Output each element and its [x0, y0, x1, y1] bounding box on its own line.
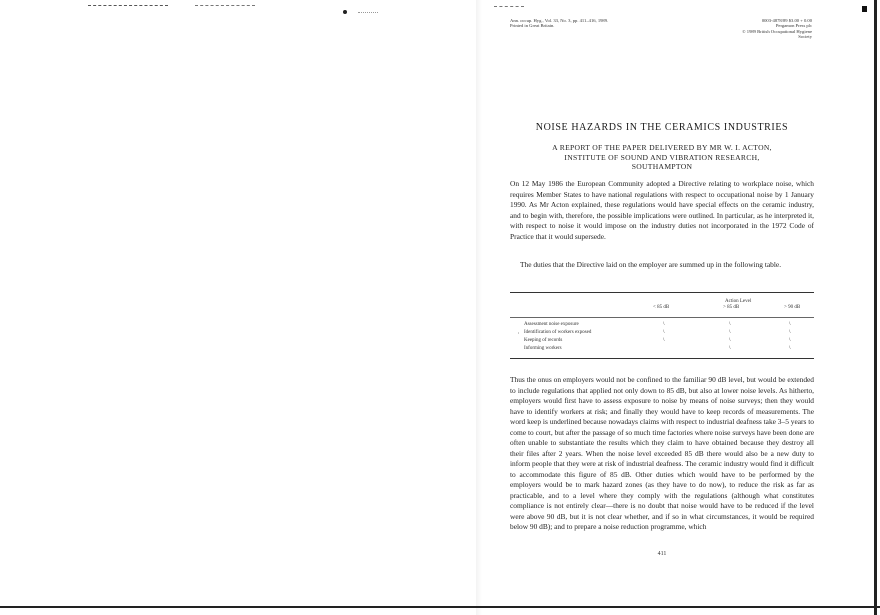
subtitle-line: SOUTHAMPTON: [631, 162, 693, 172]
tick-mark: \: [789, 345, 791, 351]
paragraph-intro: On 12 May 1986 the European Community adopted a Directive relating to workplace noise, which requires Member States to have national regulations with respect to occupational noise by 1 January 1990. As Mr Acton explained, these regulations would have special effects on the ceramic industry, and to begin with, therefore, the possible implications were outlined. In particular, as he interpreted it, with respect to noise it would impose on the industry duties not incorporated in the 1972 Code of Practice that it would supersede.: [510, 179, 814, 241]
tick-mark: \: [729, 337, 731, 343]
page-gutter: [476, 0, 482, 615]
tick-mark: \: [663, 337, 665, 343]
table-row: [510, 338, 814, 345]
table-row: [510, 346, 814, 353]
table-body: [510, 318, 814, 358]
row-label: Assessment noise exposure: [524, 322, 579, 327]
column-group-header: Action Level: [725, 299, 752, 304]
subtitle-line: A REPORT OF THE PAPER DELIVERED BY MR W. I. ACTON,: [552, 143, 772, 152]
tick-mark: \: [789, 321, 791, 327]
tick-mark: \: [663, 321, 665, 327]
row-label: Keeping of records: [524, 338, 563, 343]
table-bottom-rule: [510, 358, 814, 359]
ink-spot: [343, 10, 347, 14]
header-line: Ann. occup. Hyg., Vol. 33, No. 3, pp. 411–416, 1989.: [510, 18, 609, 23]
header-line: © 1989 British Occupational Hygiene Society: [742, 28, 812, 40]
row-label: Informing workers: [524, 346, 562, 351]
tick-mark: \: [729, 329, 731, 335]
column-header: > 85 dB: [723, 305, 740, 310]
subtitle-line: INSTITUTE OF SOUND AND VIBRATION RESEARCH,: [564, 152, 760, 162]
column-header: > 90 dB: [784, 305, 801, 310]
article-title: NOISE HAZARDS IN THE CERAMICS INDUSTRIES: [535, 122, 789, 133]
column-header: < 85 dB: [653, 305, 670, 310]
article-subtitle: [510, 143, 814, 172]
bullet-mark: ,: [518, 330, 520, 335]
bleed-mark: [358, 12, 378, 13]
header-line: Printed in Great Britain.: [510, 23, 555, 29]
tick-mark: \: [789, 337, 791, 343]
bleed-mark: [494, 6, 524, 7]
scan-edge: [0, 606, 880, 608]
header-line: Pergamon Press plc: [775, 23, 812, 29]
table-header: [510, 293, 814, 317]
bleed-mark: [88, 5, 168, 6]
scan-edge: [874, 0, 877, 615]
paragraph-table-intro: The duties that the Directive laid on the employer are summed up in the following table.: [520, 260, 782, 269]
table-row: [510, 322, 814, 329]
tick-mark: \: [789, 329, 791, 335]
page-number: 411: [657, 551, 667, 557]
tick-mark: \: [729, 321, 731, 327]
bleed-mark: [195, 5, 255, 6]
scan-edge-mark: [862, 6, 867, 12]
journal-header-left: [510, 18, 608, 29]
tick-mark: \: [729, 345, 731, 351]
journal-header-right: [740, 18, 812, 40]
paragraph-duties: Thus the onus on employers would not be confined to the familiar 90 dB level, but would be extended to include regulations that applied not only down to 85 dB, but also at lower noise levels. As hitherto, employers would first have to assess exposure to noise by means of noise surveys; then they would have to identify workers at risk; and finally they would have to keep records of measurements. The word keep is underlined because nowadays claims with respect to industrial deafness take 3–5 years to come to court, but after the passage of so much time factories where noise surveys have been done are often unable to substantiate the results which they claim to have obtained because they destroy all their files after 2 years. When the noise level exceeded 85 dB there would also be a new duty to inform people that they were at risk of industrial deafness. The ceramic industry would find it difficult to accommodate this figure of 85 dB. Other duties which would have to be performed by the employers would be to mark hazard zones (as they have to do now), to reduce the risk as far as practicable, and to a level where they comply with the regulations (although what constitutes compliance is not entirely clear—there is no doubt that noise would have to be reduced if the level were above 90 dB, but it is not clear whether, and if so in what circumstances, it would be required below 90 dB); and to prepare a noise reduction programme, which: [510, 375, 814, 531]
row-label: Identification of workers exposed: [524, 330, 592, 335]
duties-table: [510, 292, 814, 359]
header-line: 0003-4878/89 $3.00 + 0.00: [761, 18, 812, 23]
tick-mark: \: [663, 329, 665, 335]
table-row: [510, 330, 814, 337]
